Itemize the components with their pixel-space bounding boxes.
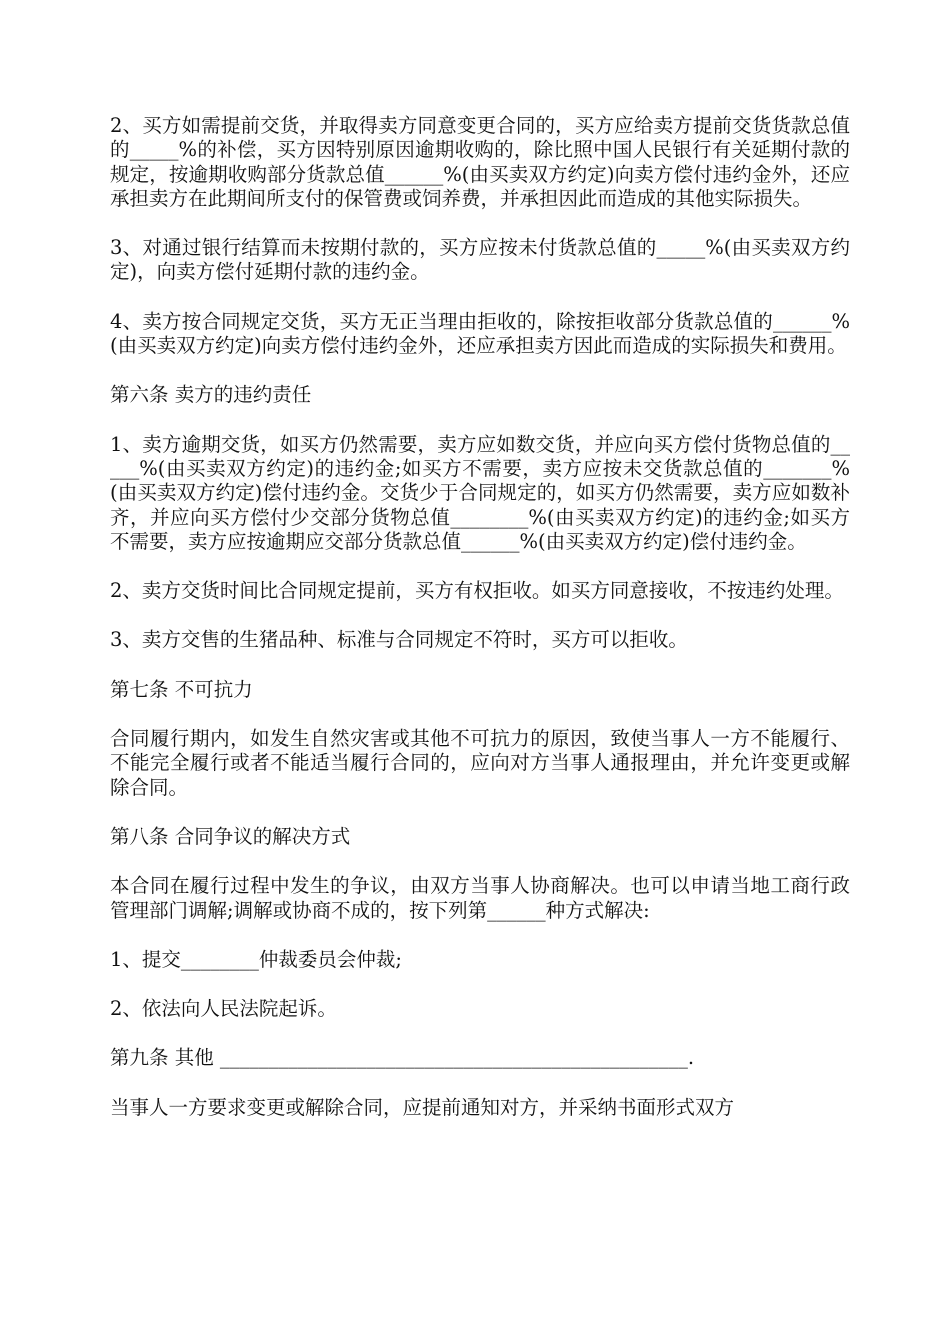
clause-paragraph: 当事人一方要求变更或解除合同，应提前通知对方，并采纳书面形式双方 bbox=[110, 1095, 735, 1119]
clause-paragraph: 2、买方如需提前交货，并取得卖方同意变更合同的，买方应给卖方提前交货货款总值的_____%的补偿，买方因特别原因逾期收购的，除比照中国人民银行有关延期付款的规定，按逾期收购部分货款总值______%(由买卖双方约定)向卖方偿付违约金外，还应承担卖方在此期间所支付的保管费或饲养费，并承担因此而造成的其他实际损失。 bbox=[110, 114, 850, 210]
clause-paragraph: 3、对通过银行结算而未按期付款的，买方应按未付货款总值的_____%(由买卖双方约定)，向卖方偿付延期付款的违约金。 bbox=[110, 236, 850, 284]
clause-paragraph: 1、提交________仲裁委员会仲裁; bbox=[110, 947, 402, 971]
article-heading: 第八条 合同争议的解决方式 bbox=[110, 824, 351, 848]
clause-paragraph: 4、卖方按合同规定交货，买方无正当理由拒收的，除按拒收部分货款总值的______%(由买卖双方约定)向卖方偿付违约金外，还应承担卖方因此而造成的实际损失和费用。 bbox=[110, 309, 850, 358]
article-heading: 第七条 不可抗力 bbox=[110, 677, 253, 701]
document-body bbox=[110, 114, 850, 1145]
clause-paragraph: 合同履行期内，如发生自然灾害或其他不可抗力的原因，致使当事人一方不能履行、不能完全履行或者不能适当履行合同的，应向对方当事人通报理由，并允许变更或解除合同。 bbox=[110, 727, 850, 799]
article-heading: 第六条 卖方的违约责任 bbox=[110, 383, 312, 407]
clause-paragraph: 2、依法向人民法院起诉。 bbox=[110, 997, 337, 1021]
article-heading: 第九条 其他 ________________________________________________. bbox=[110, 1046, 695, 1070]
clause-paragraph: 本合同在履行过程中发生的争议，由双方当事人协商解决。也可以申请当地工商行政管理部门调解;调解或协商不成的，按下列第______种方式解决: bbox=[110, 874, 850, 922]
clause-paragraph: 3、卖方交售的生猪品种、标准与合同规定不符时，买方可以拒收。 bbox=[110, 628, 688, 652]
clause-paragraph: 2、卖方交货时间比合同规定提前，买方有权拒收。如买方同意接收，不按违约处理。 bbox=[110, 579, 844, 603]
clause-paragraph: 1、卖方逾期交货，如买方仍然需要，卖方应如数交货，并应向买方偿付货物总值的_____%(由买卖双方约定)的违约金;如买方不需要，卖方应按未交货款总值的_______%(由买卖双方约定)偿付违约金。交货少于合同规定的，如买方仍然需要，卖方应如数补齐，并应向买方偿付少交部分货物总值________%(由买卖双方约定)的违约金;如买方不需要，卖方应按逾期应交部分货款总值______%(由买卖双方约定)偿付违约金。 bbox=[110, 432, 850, 553]
